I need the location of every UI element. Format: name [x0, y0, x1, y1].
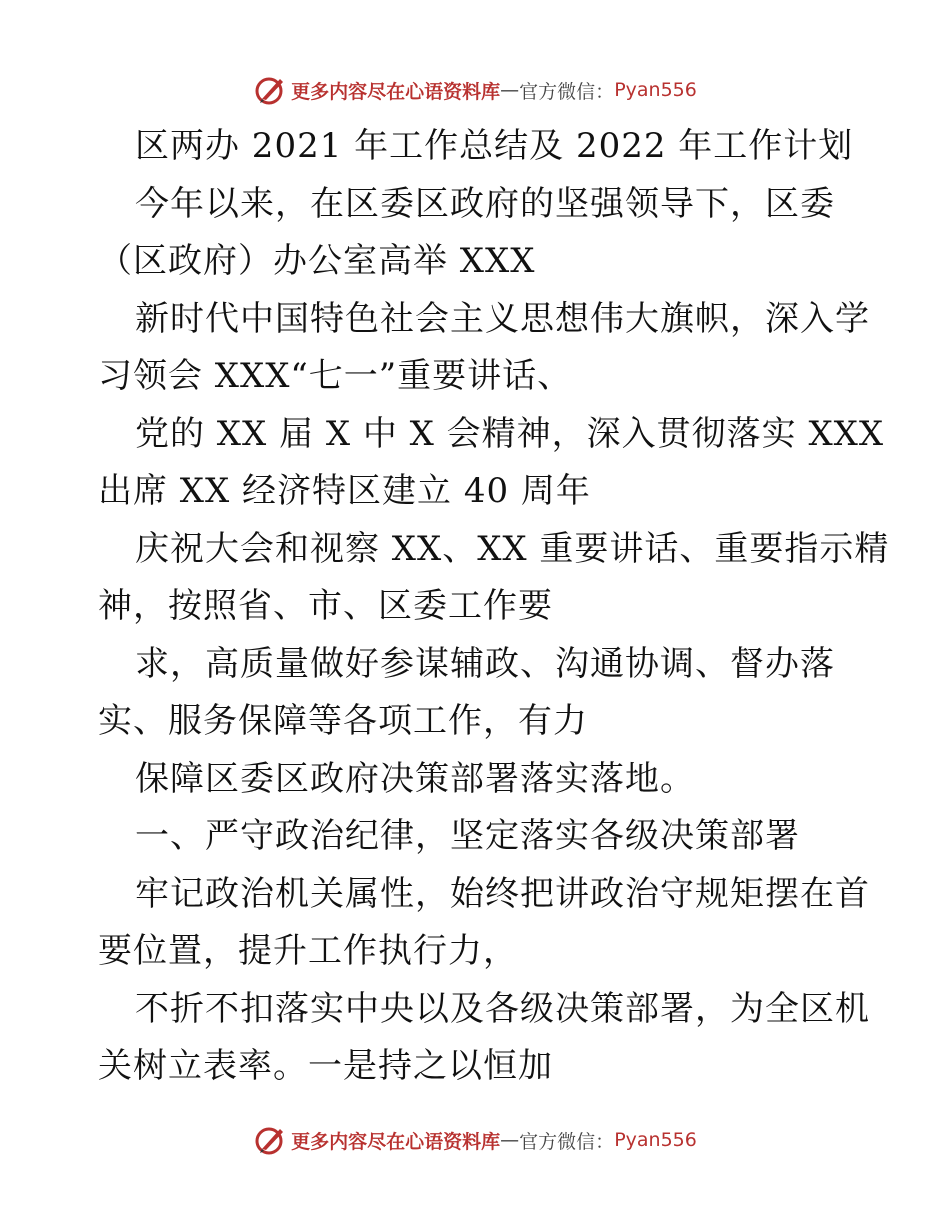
- document-body: [98, 118, 890, 1096]
- text-line: 今年以来，在区委区政府的坚强领导下，区委: [135, 183, 835, 224]
- text-line: 神，按照省、市、区委工作要: [98, 586, 553, 626]
- text-line: 实、服务保障等各项工作，有力: [98, 701, 588, 741]
- text-line: （区政府）办公室高举 XXX: [98, 241, 536, 281]
- banner-wechat-label: 官方微信：: [519, 1130, 615, 1153]
- doc-title: 区两办 2021 年工作总结及 2022 年工作计划: [135, 126, 854, 166]
- header-banner: [0, 70, 950, 110]
- text-line: 习领会 XXX“七一”重要讲话、: [98, 356, 573, 396]
- banner-title: 更多内容尽在心语资料库: [291, 1130, 501, 1153]
- text-line: 牢记政治机关属性，始终把讲政治守规矩摆在首: [135, 873, 870, 914]
- banner-wechat-label: 官方微信：: [519, 80, 615, 103]
- footer-banner: [0, 1120, 950, 1160]
- banner-separator: —: [500, 79, 520, 101]
- banner-wechat-id: Pyan556: [614, 1129, 697, 1151]
- text-line: 新时代中国特色社会主义思想伟大旗帜，深入学: [135, 298, 870, 339]
- banner-wechat-id: Pyan556: [614, 79, 697, 101]
- text-line: 要位置，提升工作执行力，: [98, 931, 518, 971]
- quill-logo-icon: [253, 1123, 287, 1157]
- quill-logo-icon: [253, 73, 287, 107]
- banner-title: 更多内容尽在心语资料库: [291, 80, 501, 103]
- text-line: 不折不扣落实中央以及各级决策部署，为全区机: [135, 988, 870, 1029]
- text-line: 庆祝大会和视察 XX、XX 重要讲话、重要指示精: [135, 528, 890, 569]
- text-line: 保障区委区政府决策部署落实落地。: [135, 758, 695, 799]
- banner-separator: —: [500, 1129, 520, 1151]
- text-line: 求，高质量做好参谋辅政、沟通协调、督办落: [135, 643, 835, 684]
- text-line: 党的 XX 届 X 中 X 会精神，深入贯彻落实 XXX: [135, 413, 885, 454]
- text-line: 关树立表率。一是持之以恒加: [98, 1046, 553, 1086]
- text-line: 出席 XX 经济特区建立 40 周年: [98, 471, 591, 511]
- section-heading: 一、严守政治纪律，坚定落实各级决策部署: [135, 816, 800, 856]
